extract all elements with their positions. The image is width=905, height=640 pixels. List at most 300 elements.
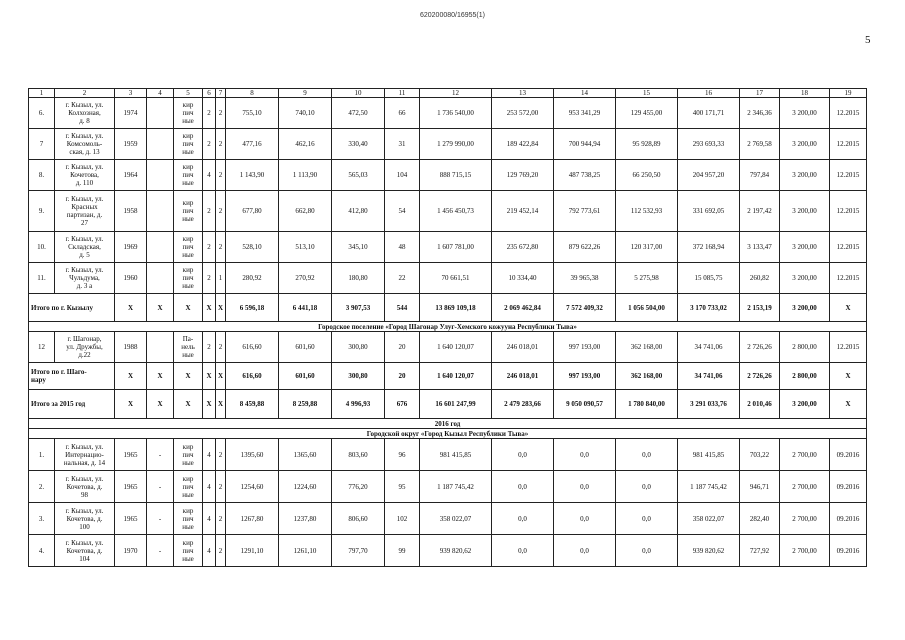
address-cell: г. Кызыл, ул. Чульдума, д. 3 а [55,263,115,294]
year-cell: 1965 [115,471,147,503]
year-cell: 1974 [115,98,147,129]
table-cell: 2 [203,191,216,232]
cost-cell: 0,0 [492,471,554,503]
area-cell: 797,70 [332,535,385,567]
cost-cell: 2 769,58 [740,129,780,160]
table-cell [147,191,174,232]
x-marker-cell: X [203,294,216,322]
address-cell: г. Кызыл, ул. Интернацио- нальная, д. 14 [55,439,115,471]
cost-cell: 129 455,00 [616,98,678,129]
x-marker-cell: X [147,294,174,322]
cost-cell: 235 672,80 [492,232,554,263]
area-cell: 1291,10 [226,535,279,567]
column-number-header: 14 [554,89,616,98]
column-number-row [29,89,867,98]
table-cell [147,98,174,129]
cost-cell: 792 773,61 [554,191,616,232]
x-marker-cell: X [115,390,147,419]
total-value-cell: 2 010,46 [740,390,780,419]
cost-cell: 0,0 [616,535,678,567]
table-cell: - [147,503,174,535]
total-value-cell: 3 200,00 [780,294,830,322]
table-row [29,129,867,160]
cost-cell: 10 334,40 [492,263,554,294]
cost-cell: 204 957,20 [678,160,740,191]
x-marker-cell: X [174,363,203,390]
area-cell: 565,03 [332,160,385,191]
area-cell: 300,80 [332,332,385,363]
completion-date-cell: 09.2016 [830,535,867,567]
cost-cell: 219 452,14 [492,191,554,232]
total-value-cell: 8 459,88 [226,390,279,419]
cost-cell: 997 193,00 [554,332,616,363]
cost-cell: 2 700,00 [780,503,830,535]
cost-cell: 2 197,42 [740,191,780,232]
cost-cell: 358 022,07 [678,503,740,535]
cost-cell: 0,0 [554,535,616,567]
table-body [29,98,867,567]
cost-cell: 331 692,05 [678,191,740,232]
row-number-cell: 8. [29,160,55,191]
area-cell: 412,80 [332,191,385,232]
table-cell: 2 [216,232,226,263]
area-cell: 740,10 [279,98,332,129]
cost-cell: 487 738,25 [554,160,616,191]
wall-material-cell: кир пич ные [174,535,203,567]
cost-cell: 1 187 745,42 [420,471,492,503]
area-cell: 776,20 [332,471,385,503]
address-cell: г. Кызыл, ул. Красных партизан, д. 27 [55,191,115,232]
table-cell: 2 [203,332,216,363]
table-cell [147,232,174,263]
residents-cell: 102 [385,503,420,535]
cost-cell: 2 700,00 [780,439,830,471]
cost-cell: 5 275,98 [616,263,678,294]
cost-cell: 358 022,07 [420,503,492,535]
total-value-cell: 1 640 120,07 [420,363,492,390]
cost-cell: 362 168,00 [616,332,678,363]
table-cell: 2 [216,332,226,363]
column-number-header: 4 [147,89,174,98]
row-number-cell: 7 [29,129,55,160]
total-value-cell: 676 [385,390,420,419]
residents-cell: 54 [385,191,420,232]
year-cell: 1988 [115,332,147,363]
year-cell: 1965 [115,439,147,471]
row-number-cell: 3. [29,503,55,535]
completion-date-cell: 12.2015 [830,129,867,160]
residents-cell: 66 [385,98,420,129]
x-marker-cell: X [216,294,226,322]
x-marker-cell: X [830,390,867,419]
cost-cell: 246 018,01 [492,332,554,363]
completion-date-cell: 12.2015 [830,160,867,191]
residents-cell: 96 [385,439,420,471]
table-cell: 2 [216,471,226,503]
cost-cell: 1 456 450,73 [420,191,492,232]
section-row-shagonar [29,322,867,332]
area-cell: 662,80 [279,191,332,232]
address-cell: г. Кызыл, ул. Складская, д. 5 [55,232,115,263]
table-cell: 2 [216,439,226,471]
section-heading: Городской округ «Город Кызыл Республики Тыва» [29,429,867,439]
table-cell: 2 [216,191,226,232]
total-value-cell: 246 018,01 [492,363,554,390]
table-cell: 2 [216,160,226,191]
cost-cell: 879 622,26 [554,232,616,263]
total-value-cell: 1 056 504,00 [616,294,678,322]
area-cell: 1224,60 [279,471,332,503]
area-cell: 1267,80 [226,503,279,535]
cost-cell: 3 200,00 [780,129,830,160]
total-value-cell: 2 800,00 [780,363,830,390]
table-cell: 2 [216,98,226,129]
address-cell: г. Кызыл, ул. Колхозная, д. 8 [55,98,115,129]
wall-material-cell: кир пич ные [174,263,203,294]
total-row [29,363,867,390]
x-marker-cell: X [147,390,174,419]
table-cell [147,129,174,160]
area-cell: 601,60 [279,332,332,363]
cost-cell: 293 693,33 [678,129,740,160]
area-cell: 1 113,90 [279,160,332,191]
residents-cell: 104 [385,160,420,191]
cost-cell: 946,71 [740,471,780,503]
row-number-cell: 12 [29,332,55,363]
cost-cell: 2 700,00 [780,471,830,503]
area-cell: 755,10 [226,98,279,129]
total-value-cell: 3 907,53 [332,294,385,322]
area-cell: 330,40 [332,129,385,160]
total-value-cell: 34 741,06 [678,363,740,390]
total-label: Итого по г. Кызылу [29,294,115,322]
table-cell: 4 [203,503,216,535]
cost-cell: 0,0 [554,471,616,503]
total-value-cell: 300,80 [332,363,385,390]
column-number-header: 17 [740,89,780,98]
cost-cell: 727,92 [740,535,780,567]
column-number-header: 8 [226,89,279,98]
cost-cell: 3 200,00 [780,160,830,191]
cost-cell: 1 607 781,00 [420,232,492,263]
column-number-header: 13 [492,89,554,98]
year-cell: 1970 [115,535,147,567]
table-cell: 4 [203,535,216,567]
total-value-cell: 544 [385,294,420,322]
column-number-header: 1 [29,89,55,98]
cost-cell: 1 736 540,00 [420,98,492,129]
cost-cell: 703,22 [740,439,780,471]
cost-cell: 3 200,00 [780,263,830,294]
table-cell: 2 [203,98,216,129]
cost-cell: 3 200,00 [780,232,830,263]
completion-date-cell: 09.2016 [830,471,867,503]
cost-cell: 700 944,94 [554,129,616,160]
x-marker-cell: X [203,390,216,419]
column-number-header: 6 [203,89,216,98]
section-heading: Городское поселение «Город Шагонар Улуг-Хемского кожууна Республики Тыва» [29,322,867,332]
column-number-header: 12 [420,89,492,98]
table-cell: 4 [203,471,216,503]
cost-cell: 3 200,00 [780,98,830,129]
table-cell: 2 [216,129,226,160]
table-cell: 2 [216,535,226,567]
wall-material-cell: кир пич ные [174,98,203,129]
completion-date-cell: 12.2015 [830,191,867,232]
column-number-header: 2 [55,89,115,98]
total-value-cell: 20 [385,363,420,390]
cost-cell: 70 661,51 [420,263,492,294]
cost-cell: 400 171,71 [678,98,740,129]
completion-date-cell: 12.2015 [830,263,867,294]
total-value-cell: 616,60 [226,363,279,390]
total-value-cell: 2 153,19 [740,294,780,322]
address-cell: г. Кызыл, ул. Комсомоль- ская, д. 13 [55,129,115,160]
total-value-cell: 6 441,18 [279,294,332,322]
area-cell: 1365,60 [279,439,332,471]
table-row [29,232,867,263]
cost-cell: 0,0 [616,439,678,471]
housing-repair-table [28,88,867,567]
row-number-cell: 10. [29,232,55,263]
x-marker-cell: X [830,363,867,390]
total-value-cell: 2 726,26 [740,363,780,390]
table-cell: 2 [203,263,216,294]
cost-cell: 888 715,15 [420,160,492,191]
x-marker-cell: X [216,363,226,390]
address-cell: г. Кызыл, ул. Кочетова, д. 98 [55,471,115,503]
total-value-cell: 4 996,93 [332,390,385,419]
table-cell: 1 [216,263,226,294]
cost-cell: 39 965,38 [554,263,616,294]
row-number-cell: 6. [29,98,55,129]
total-value-cell: 997 193,00 [554,363,616,390]
area-cell: 1254,60 [226,471,279,503]
year-cell: 1958 [115,191,147,232]
cost-cell: 1 279 990,00 [420,129,492,160]
total-value-cell: 16 601 247,99 [420,390,492,419]
column-number-header: 10 [332,89,385,98]
x-marker-cell: X [216,390,226,419]
address-cell: г. Кызыл, ул. Кочетова, д. 100 [55,503,115,535]
total-value-cell: 362 168,00 [616,363,678,390]
table-cell: 2 [203,129,216,160]
completion-date-cell: 12.2015 [830,232,867,263]
row-number-cell: 11. [29,263,55,294]
completion-date-cell: 09.2016 [830,439,867,471]
cost-cell: 120 317,00 [616,232,678,263]
table-row [29,439,867,471]
cost-cell: 797,84 [740,160,780,191]
cost-cell: 3 133,47 [740,232,780,263]
column-number-header: 11 [385,89,420,98]
area-cell: 462,16 [279,129,332,160]
area-cell: 180,80 [332,263,385,294]
cost-cell: 2 726,26 [740,332,780,363]
table-row [29,503,867,535]
address-cell: г. Кызыл, ул. Кочетова, д. 110 [55,160,115,191]
total-value-cell: 13 869 109,18 [420,294,492,322]
cost-cell: 2 346,36 [740,98,780,129]
total-label: Итого по г. Шаго- нару [29,363,115,390]
area-cell: 1261,10 [279,535,332,567]
total-value-cell: 8 259,88 [279,390,332,419]
total-value-cell: 3 200,00 [780,390,830,419]
table-cell: 4 [203,160,216,191]
cost-cell: 0,0 [616,503,678,535]
area-cell: 803,60 [332,439,385,471]
completion-date-cell: 12.2015 [830,332,867,363]
cost-cell: 189 422,84 [492,129,554,160]
cost-cell: 260,82 [740,263,780,294]
table-cell [147,160,174,191]
address-cell: г. Кызыл, ул. Кочетова, д. 104 [55,535,115,567]
row-number-cell: 4. [29,535,55,567]
document-id: 620200080/16955(1) [419,12,485,19]
total-value-cell: 9 050 090,57 [554,390,616,419]
x-marker-cell: X [174,390,203,419]
year-cell: 1959 [115,129,147,160]
area-cell: 477,16 [226,129,279,160]
area-cell: 472,50 [332,98,385,129]
cost-cell: 0,0 [616,471,678,503]
table-cell [147,263,174,294]
cost-cell: 981 415,85 [678,439,740,471]
table-row [29,98,867,129]
cost-cell: 253 572,00 [492,98,554,129]
area-cell: 345,10 [332,232,385,263]
column-number-header: 9 [279,89,332,98]
column-number-header: 15 [616,89,678,98]
cost-cell: 1 187 745,42 [678,471,740,503]
total-value-cell: 601,60 [279,363,332,390]
year-cell: 1964 [115,160,147,191]
x-marker-cell: X [174,294,203,322]
wall-material-cell: кир пич ные [174,191,203,232]
area-cell: 806,60 [332,503,385,535]
table-row [29,160,867,191]
row-number-cell: 2. [29,471,55,503]
column-number-header: 7 [216,89,226,98]
residents-cell: 22 [385,263,420,294]
wall-material-cell: кир пич ные [174,160,203,191]
wall-material-cell: кир пич ные [174,503,203,535]
total-value-cell: 3 170 733,02 [678,294,740,322]
table-cell: - [147,471,174,503]
x-marker-cell: X [203,363,216,390]
section-heading: 2016 год [29,419,867,429]
column-number-header: 18 [780,89,830,98]
address-cell: г. Шагонар, ул. Дружбы, д.22 [55,332,115,363]
area-cell: 1 143,90 [226,160,279,191]
residents-cell: 99 [385,535,420,567]
total-value-cell: 6 596,18 [226,294,279,322]
table-cell: 2 [203,232,216,263]
year-cell: 1969 [115,232,147,263]
x-marker-cell: X [115,294,147,322]
cost-cell: 0,0 [492,439,554,471]
cost-cell: 66 250,50 [616,160,678,191]
table-cell: 2 [216,503,226,535]
cost-cell: 0,0 [492,503,554,535]
total-value-cell: 7 572 409,32 [554,294,616,322]
section-row-kyzyl [29,429,867,439]
cost-cell: 0,0 [492,535,554,567]
table-row [29,535,867,567]
cost-cell: 981 415,85 [420,439,492,471]
row-number-cell: 9. [29,191,55,232]
total-value-cell: 3 291 033,76 [678,390,740,419]
cost-cell: 95 928,89 [616,129,678,160]
cost-cell: 3 200,00 [780,191,830,232]
cost-cell: 0,0 [554,439,616,471]
x-marker-cell: X [115,363,147,390]
cost-cell: 112 532,93 [616,191,678,232]
cost-cell: 1 640 120,07 [420,332,492,363]
cost-cell: 0,0 [554,503,616,535]
cost-cell: 372 168,94 [678,232,740,263]
total-value-cell: 2 069 462,84 [492,294,554,322]
row-number-cell: 1. [29,439,55,471]
area-cell: 1395,60 [226,439,279,471]
table-row [29,191,867,232]
total-value-cell: 1 780 840,00 [616,390,678,419]
cost-cell: 939 820,62 [678,535,740,567]
cost-cell: 282,40 [740,503,780,535]
column-number-header: 19 [830,89,867,98]
wall-material-cell: кир пич ные [174,439,203,471]
cost-cell: 2 700,00 [780,535,830,567]
total-row [29,294,867,322]
residents-cell: 95 [385,471,420,503]
residents-cell: 48 [385,232,420,263]
cost-cell: 939 820,62 [420,535,492,567]
area-cell: 1237,80 [279,503,332,535]
area-cell: 270,92 [279,263,332,294]
x-marker-cell: X [147,363,174,390]
x-marker-cell: X [830,294,867,322]
column-number-header: 3 [115,89,147,98]
wall-material-cell: кир пич ные [174,129,203,160]
table-cell: - [147,439,174,471]
area-cell: 677,80 [226,191,279,232]
year-cell: 1960 [115,263,147,294]
completion-date-cell: 09.2016 [830,503,867,535]
page-number: 5 [865,34,871,46]
table-row [29,263,867,294]
table-cell: 4 [203,439,216,471]
table-cell [147,332,174,363]
completion-date-cell: 12.2015 [830,98,867,129]
wall-material-cell: кир пич ные [174,471,203,503]
cost-cell: 2 800,00 [780,332,830,363]
cost-cell: 15 085,75 [678,263,740,294]
residents-cell: 31 [385,129,420,160]
area-cell: 616,60 [226,332,279,363]
year-cell: 1965 [115,503,147,535]
table-row [29,332,867,363]
section-row-year [29,419,867,429]
column-number-header: 5 [174,89,203,98]
area-cell: 280,92 [226,263,279,294]
table-cell: - [147,535,174,567]
total-label: Итого за 2015 год [29,390,115,419]
total-value-cell: 2 479 283,66 [492,390,554,419]
residents-cell: 20 [385,332,420,363]
cost-cell: 953 341,29 [554,98,616,129]
area-cell: 528,10 [226,232,279,263]
wall-material-cell: Па- нель ные [174,332,203,363]
